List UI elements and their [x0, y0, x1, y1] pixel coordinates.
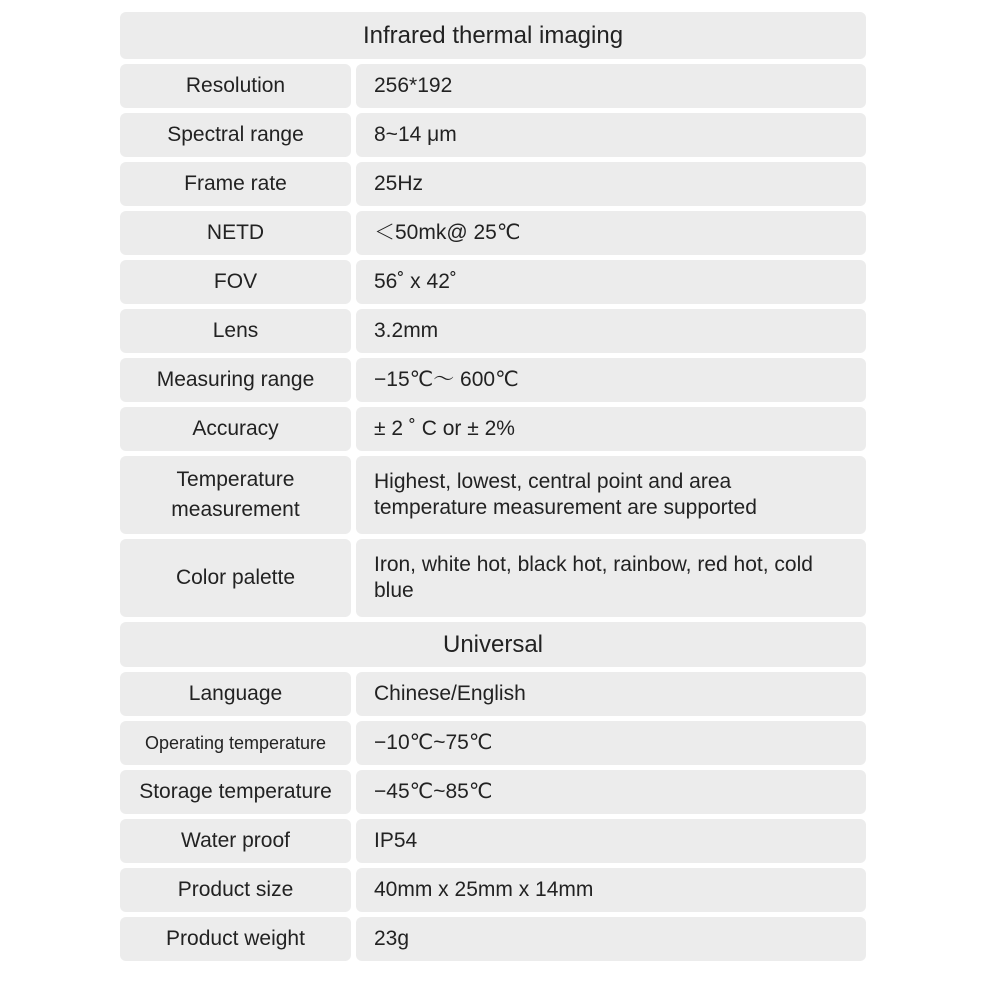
spec-value: Chinese/English: [356, 672, 866, 716]
spec-label: Product weight: [120, 917, 351, 961]
spec-label: Product size: [120, 868, 351, 912]
spec-value: Iron, white hot, black hot, rainbow, red hot, cold blue: [356, 539, 866, 617]
spec-row-water-proof: [120, 819, 866, 863]
spec-value: −10℃~75℃: [356, 721, 866, 765]
spec-value: 23g: [356, 917, 866, 961]
spec-label: Water proof: [120, 819, 351, 863]
spec-value: Highest, lowest, central point and area temperature measurement are supported: [356, 456, 866, 534]
spec-label: Measuring range: [120, 358, 351, 402]
spec-row-product-weight: [120, 917, 866, 961]
spec-row-frame-rate: [120, 162, 866, 206]
spec-label: NETD: [120, 211, 351, 255]
spec-sheet: [120, 12, 866, 966]
spec-label: Operating temperature: [120, 721, 351, 765]
spec-row-product-size: [120, 868, 866, 912]
spec-row-resolution: [120, 64, 866, 108]
spec-value: IP54: [356, 819, 866, 863]
spec-row-spectral-range: [120, 113, 866, 157]
spec-row-color-palette: [120, 539, 866, 617]
spec-value: 3.2mm: [356, 309, 866, 353]
spec-value: 56˚ x 42˚: [356, 260, 866, 304]
spec-value: 40mm x 25mm x 14mm: [356, 868, 866, 912]
spec-value: 25Hz: [356, 162, 866, 206]
spec-row-measuring-range: [120, 358, 866, 402]
spec-row-accuracy: [120, 407, 866, 451]
spec-row-operating-temperature: [120, 721, 866, 765]
spec-label: Storage temperature: [120, 770, 351, 814]
spec-value: ± 2 ˚ C or ± 2%: [356, 407, 866, 451]
spec-row-netd: [120, 211, 866, 255]
spec-label: Spectral range: [120, 113, 351, 157]
spec-row-storage-temperature: [120, 770, 866, 814]
spec-label: Temperature measurement: [120, 456, 351, 534]
section-header-universal: Universal: [120, 622, 866, 667]
spec-row-lens: [120, 309, 866, 353]
spec-label: Resolution: [120, 64, 351, 108]
section-header-thermal: Infrared thermal imaging: [120, 12, 866, 59]
spec-label: Lens: [120, 309, 351, 353]
spec-label: Accuracy: [120, 407, 351, 451]
spec-row-temperature-measurement: [120, 456, 866, 534]
spec-value: −45℃~85℃: [356, 770, 866, 814]
spec-value: 256*192: [356, 64, 866, 108]
spec-row-fov: [120, 260, 866, 304]
spec-label: FOV: [120, 260, 351, 304]
spec-label: Frame rate: [120, 162, 351, 206]
spec-label: Color palette: [120, 539, 351, 617]
spec-value: −15℃～ 600℃: [356, 358, 866, 402]
spec-value: ＜50mk@ 25℃: [356, 211, 866, 255]
spec-value: 8~14 μm: [356, 113, 866, 157]
spec-row-language: [120, 672, 866, 716]
spec-label: Language: [120, 672, 351, 716]
